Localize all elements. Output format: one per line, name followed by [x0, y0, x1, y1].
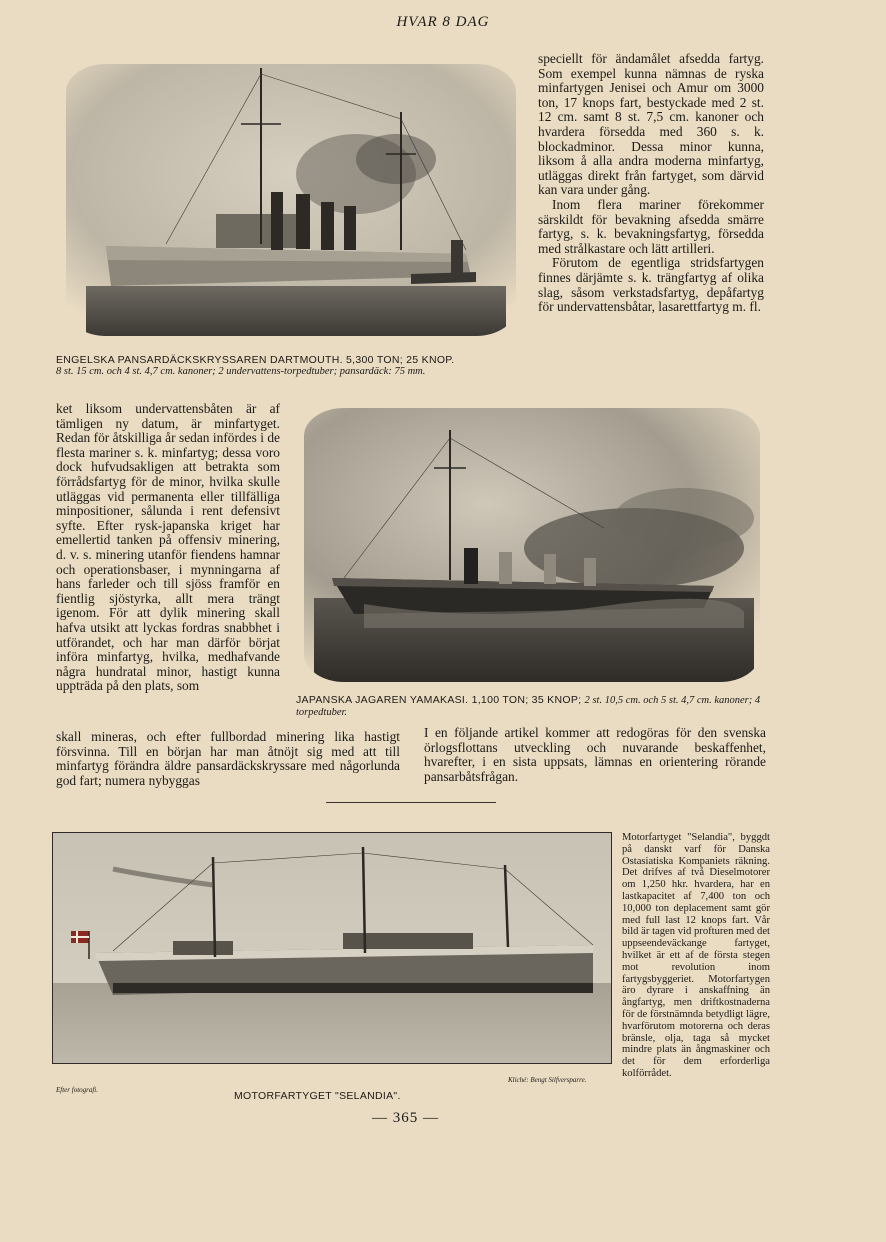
- photo-dartmouth: [66, 64, 516, 336]
- paragraph: speciellt för ändamålet afsedda fartyg. Som exempel kunna nämnas de ryska minfartygen Jenisei och Amur om 3000 ton, 17 knops fart, bestyckade med 2 st. 12 cm. samt 8 st. 7,5 cm. kanoner och hvardera försedda med 360 s. k. blockadminor. Dessa minor kunna, liksom å alla andra moderna minfartyg, utläggas direkt från fartyget, som därvid kan vara under gång.: [538, 51, 764, 198]
- paragraph: ket liksom undervattensbåten är af tämligen ny datum, är minfartyget. Redan för åtskilliga år sedan infördes i de flesta mariner s. k. minfartyg; dessa voro dock hufvudsakligen att betrakta som förrådsfartyg för de minor, hvilka skulle utläggas vid permanenta eller tillfälliga minpositioner, sålunda i rent defensivt syfte. Efter rysk-japanska kriget har emellertid tanken på offensiv minering, d. v. s. minering utanför fiendens hamnar och operationsbaser, i mynningarna af hans farleder och till sjöss framför en fientlig sjöstyrka, allt mera trängt igenom. För att dylik minering skall hafva utsikt att lyckas fordras snabbhet i utförandet, och har man därför börjat införa minfartyg, hvilka, medhafvande några hundratal minor, hastigt kunna uppträda på den plats, som: [56, 401, 280, 694]
- paragraph: Förutom de egentliga stridsfartygen finnes därjämte s. k. trängfartyg af olika slag, såsom verkstadsfartyg, depåfartyg för undervattensbåtar, lasarettfartyg m. fl.: [538, 255, 764, 315]
- photo-credit-left: Efter fotografi.: [56, 1086, 98, 1094]
- photo-yamakasi: [304, 408, 760, 682]
- text-column-middle-bottom-left: [56, 730, 400, 788]
- caption-dartmouth: [56, 354, 530, 377]
- caption-yamakasi: [296, 694, 768, 718]
- caption-sub: 2 st. 10,5 cm. och 5 st. 4,7 cm. kanoner; 4 torpedtuber.: [296, 695, 761, 718]
- paragraph: Motorfartyget "Selandia", byggdt på danskt varf för Danska Ostasiatiska Kompaniets räkning. Det drifves af två Dieselmotorer om 1,250 hkr. hvardera, har en lastkapacitet af 7,400 ton och 10,000 ton deplacement samt gör med full last 12 knops fart. Vår bild är tagen vid profturen med det uppseendeväckange fartyget, hvilket är ett af de första stegen mot revolution inom fartygsbyggeriet. Motorfartygen äro dyrare i anskaffning än ångfartyg, men driftkostnaderna för de förstnämnda betydligt lägre, hvarförutom motorerna och deras bränsle, olja, taga så mycket mindre plats än ångmaskiner och det för dem erforderliga kolförrådet.: [622, 832, 770, 1079]
- text-column-top-right: [538, 52, 764, 315]
- paragraph: Inom flera mariner förekommer särskildt för bevakning afsedda smärre fartyg, s. k. bevakningsfartyg, försedda med strålkastare och lätt artilleri.: [538, 196, 764, 256]
- cruiser-image: [66, 64, 516, 336]
- photo-selandia: [52, 832, 612, 1064]
- selandia-side-caption: [622, 832, 770, 1080]
- destroyer-image: [304, 408, 760, 682]
- paragraph: I en följande artikel kommer att redogöras för den svenska örlogsflottans utveckling och nuvarande beskaffenhet, hvarefter, i en sista uppsats, lämnas en orientering rörande pansarbåtsfrågan.: [424, 725, 766, 784]
- motorship-image: [53, 833, 611, 1063]
- text-column-middle-left: [56, 402, 280, 694]
- section-divider: [326, 802, 496, 803]
- caption-main: JAPANSKA JAGAREN YAMAKASI. 1,100 TON; 35 KNOP;: [296, 694, 582, 706]
- caption-sub: 8 st. 15 cm. och 4 st. 4,7 cm. kanoner; 2 undervattens-torpedtuber; pansardäck: 75 mm.: [56, 366, 426, 377]
- caption-selandia: MOTORFARTYGET "SELANDIA".: [234, 1090, 401, 1102]
- text-column-middle-bottom-right: [424, 726, 766, 784]
- paragraph: skall mineras, och efter fullbordad minering lika hastigt försvinna. Till en början har man åtnöjt sig med att till minfartyg förändra äldre pansardäckskryssare med någorlunda god fart; numera nybyggas: [56, 729, 400, 788]
- caption-main: ENGELSKA PANSARDÄCKSKRYSSAREN DARTMOUTH. 5,300 TON; 25 KNOP.: [56, 354, 455, 366]
- page-number: — 365 —: [372, 1110, 439, 1126]
- photo-credit-right: Kliché: Bengt Silfversparre.: [508, 1076, 587, 1084]
- running-header: HVAR 8 DAG: [396, 14, 490, 30]
